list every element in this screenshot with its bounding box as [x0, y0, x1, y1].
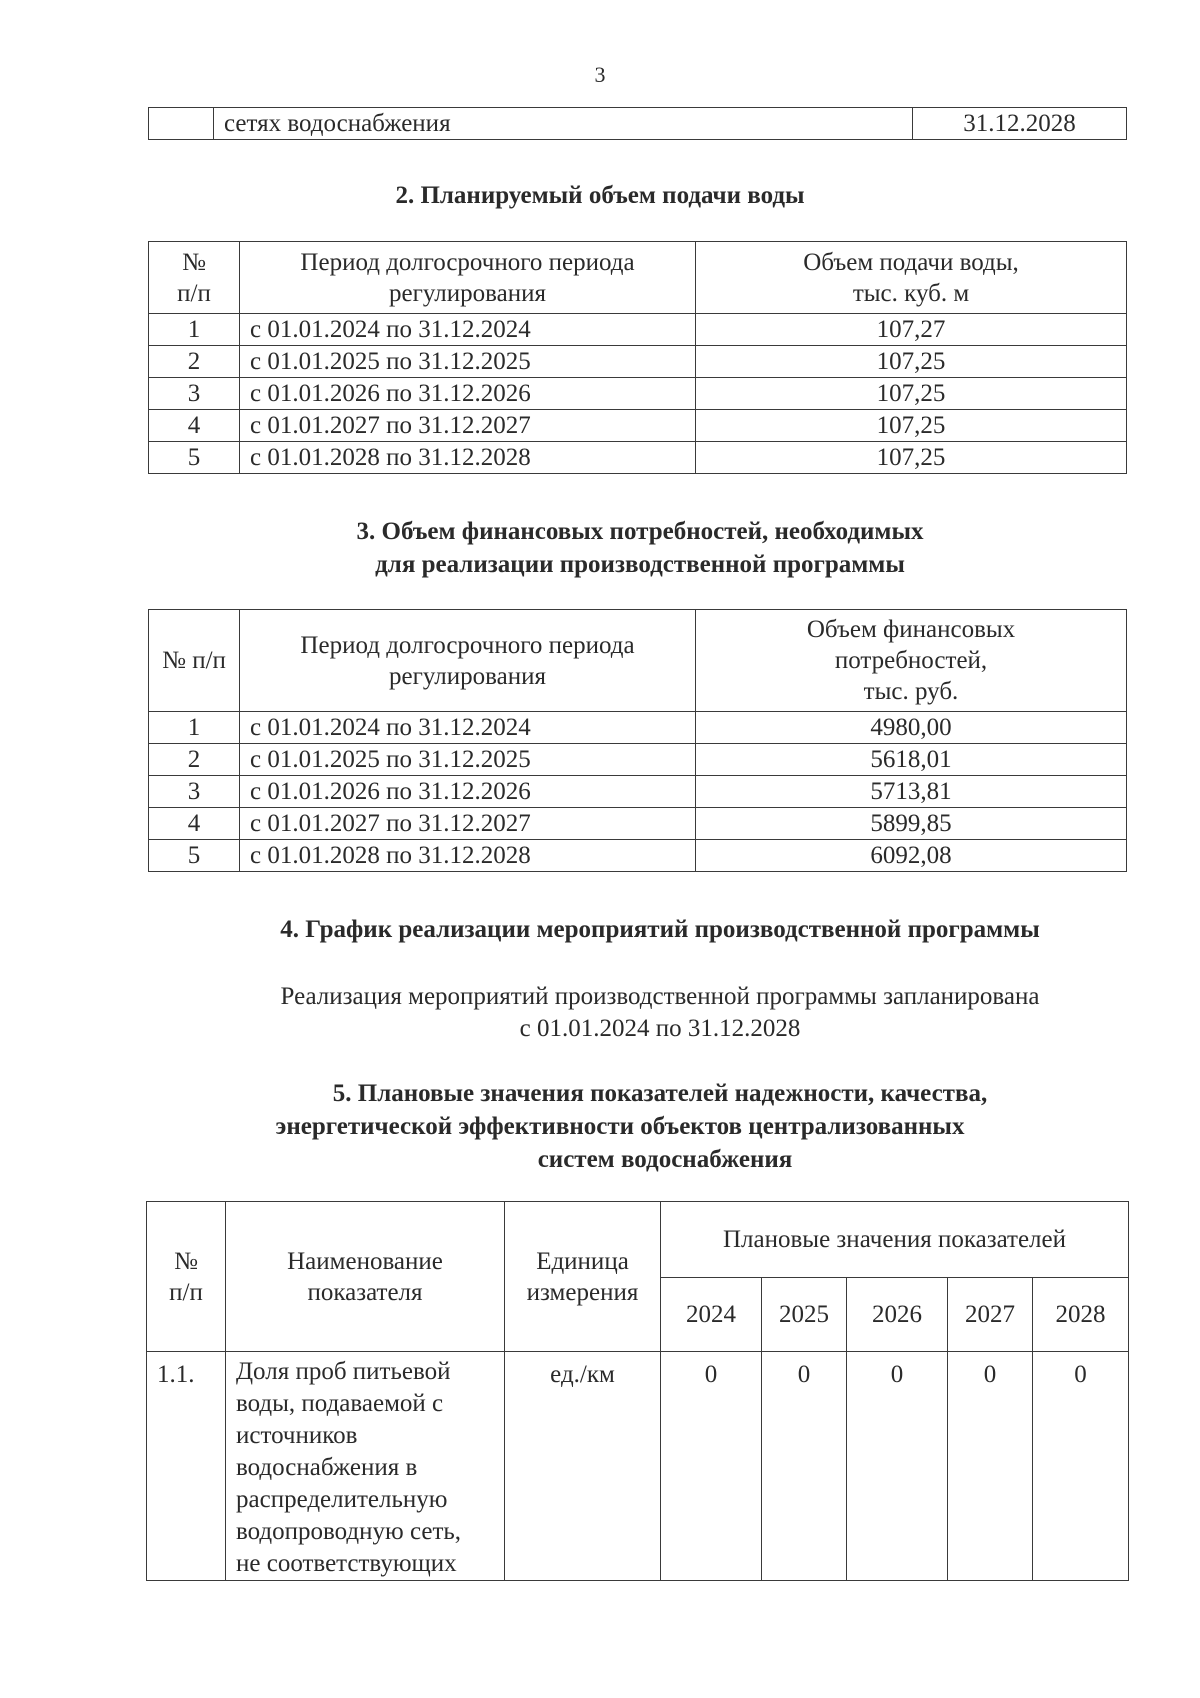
col-value-header: [696, 242, 1127, 314]
row-period: с 01.01.2028 по 31.12.2028: [240, 840, 696, 872]
row-num: 3: [149, 776, 240, 808]
section5-title-line2: энергетической эффективности объектов централизованных: [275, 1113, 965, 1140]
row-value: 6092,08: [696, 840, 1127, 872]
col-num-header: [147, 1202, 226, 1352]
indicator-name-line: не соответствующих: [236, 1550, 457, 1577]
col-num-header: № п/п: [149, 610, 240, 712]
col-period-header: [240, 242, 696, 314]
planned-values-header: Плановые значения показателей: [661, 1202, 1129, 1278]
section4-text-line1: Реализация мероприятий производственной программы запланирована: [280, 983, 1040, 1010]
row-num: 2: [149, 346, 240, 378]
table-row: [149, 808, 1127, 840]
col-value-header: [696, 610, 1127, 712]
period-header-line2: регулирования: [389, 662, 546, 690]
num-header-line2: п/п: [169, 1278, 203, 1306]
row-num: 1: [149, 712, 240, 744]
section3-title-line2: для реализации производственной программы: [375, 551, 905, 578]
table-header-row: [149, 242, 1127, 314]
year-2027-header: 2027: [948, 1278, 1033, 1352]
table-row: [149, 712, 1127, 744]
row-value-2025: 0: [762, 1352, 847, 1581]
name-header-line1: Наименование: [287, 1247, 443, 1275]
row-value: 107,25: [696, 442, 1127, 474]
row-value-2024: 0: [661, 1352, 762, 1581]
year-2028-header: 2028: [1033, 1278, 1129, 1352]
section5-title-line3: систем водоснабжения: [537, 1146, 793, 1173]
row-period: с 01.01.2025 по 31.12.2025: [240, 744, 696, 776]
period-header-line2: регулирования: [389, 279, 546, 307]
row-period: с 01.01.2026 по 31.12.2026: [240, 776, 696, 808]
value-header-line1: Объем подачи воды,: [803, 248, 1019, 276]
cell-date: 31.12.2028: [913, 108, 1127, 140]
indicator-name-line: водоснабжения в: [236, 1454, 418, 1481]
col-num-header: [149, 242, 240, 314]
period-header-line1: Период долгосрочного периода: [300, 631, 635, 659]
table-row: [147, 1352, 1129, 1581]
row-indicator-name: [226, 1352, 505, 1581]
section3-table: [148, 609, 1127, 872]
table-row: [149, 776, 1127, 808]
row-value: 4980,00: [696, 712, 1127, 744]
cell-num: [149, 108, 214, 140]
section3-title-line1: 3. Объем финансовых потребностей, необходимых: [356, 518, 924, 545]
value-header-line1: Объем финансовых: [806, 616, 1016, 643]
col-period-header: [240, 610, 696, 712]
table-row: [149, 346, 1127, 378]
num-header-line1: №: [182, 248, 206, 276]
row-num: 5: [149, 442, 240, 474]
table-row: [149, 442, 1127, 474]
table-header-row: [149, 610, 1127, 712]
table-header-row: [147, 1202, 1129, 1278]
row-value: 5899,85: [696, 808, 1127, 840]
value-header-line2: потребностей,: [834, 647, 988, 674]
row-unit: ед./км: [505, 1352, 661, 1581]
row-period: с 01.01.2024 по 31.12.2024: [240, 712, 696, 744]
row-value-2028: 0: [1033, 1352, 1129, 1581]
section4-title: 4. График реализации мероприятий производственной программы: [280, 916, 1040, 943]
row-num: 2: [149, 744, 240, 776]
section4-text-line2: с 01.01.2024 по 31.12.2028: [519, 1015, 801, 1042]
row-period: с 01.01.2024 по 31.12.2024: [240, 314, 696, 346]
table-row: [149, 840, 1127, 872]
row-period: с 01.01.2027 по 31.12.2027: [240, 410, 696, 442]
section2-title: 2. Планируемый объем подачи воды: [395, 182, 805, 209]
row-num: 5: [149, 840, 240, 872]
section2-table: [148, 241, 1127, 474]
row-value: 107,25: [696, 410, 1127, 442]
table-row: [149, 744, 1127, 776]
unit-header-line1: Единица: [536, 1247, 629, 1275]
row-value: 107,25: [696, 346, 1127, 378]
name-header-line2: показателя: [307, 1278, 423, 1306]
continuation-table: [148, 107, 1127, 140]
indicator-name-line: Доля проб питьевой: [236, 1358, 451, 1385]
row-value: 5713,81: [696, 776, 1127, 808]
indicator-name-line: источников: [236, 1422, 358, 1449]
table-row: [149, 410, 1127, 442]
period-header-line1: Период долгосрочного периода: [300, 248, 635, 276]
value-header-line2: тыс. куб. м: [852, 279, 970, 307]
year-2024-header: 2024: [661, 1278, 762, 1352]
unit-header-line2: измерения: [526, 1278, 639, 1306]
year-2026-header: 2026: [847, 1278, 948, 1352]
row-num: 1: [149, 314, 240, 346]
year-2025-header: 2025: [762, 1278, 847, 1352]
section5-title-line1: 5. Плановые значения показателей надежности, качества,: [332, 1080, 988, 1107]
table-row: [149, 378, 1127, 410]
row-value: 5618,01: [696, 744, 1127, 776]
row-num: 3: [149, 378, 240, 410]
section5-table: [146, 1201, 1129, 1581]
col-name-header: [226, 1202, 505, 1352]
row-period: с 01.01.2026 по 31.12.2026: [240, 378, 696, 410]
num-header-line2: п/п: [177, 279, 211, 307]
row-period: с 01.01.2028 по 31.12.2028: [240, 442, 696, 474]
page-number: 3: [594, 62, 606, 87]
row-num: 4: [149, 410, 240, 442]
table-row: [149, 314, 1127, 346]
col-unit-header: [505, 1202, 661, 1352]
indicator-name-line: распределительную: [236, 1486, 448, 1513]
row-value-2027: 0: [948, 1352, 1033, 1581]
row-value-2026: 0: [847, 1352, 948, 1581]
indicator-name-line: воды, подаваемой с: [236, 1390, 444, 1417]
cell-text: сетях водоснабжения: [214, 108, 913, 140]
row-period: с 01.01.2025 по 31.12.2025: [240, 346, 696, 378]
row-value: 107,25: [696, 378, 1127, 410]
indicator-name-line: водопроводную сеть,: [236, 1518, 462, 1545]
row-num: 1.1.: [147, 1352, 226, 1581]
row-num: 4: [149, 808, 240, 840]
row-value: 107,27: [696, 314, 1127, 346]
num-header-line1: №: [174, 1247, 198, 1275]
row-period: с 01.01.2027 по 31.12.2027: [240, 808, 696, 840]
value-header-line3: тыс. руб.: [863, 678, 959, 705]
table-row: [149, 108, 1127, 140]
